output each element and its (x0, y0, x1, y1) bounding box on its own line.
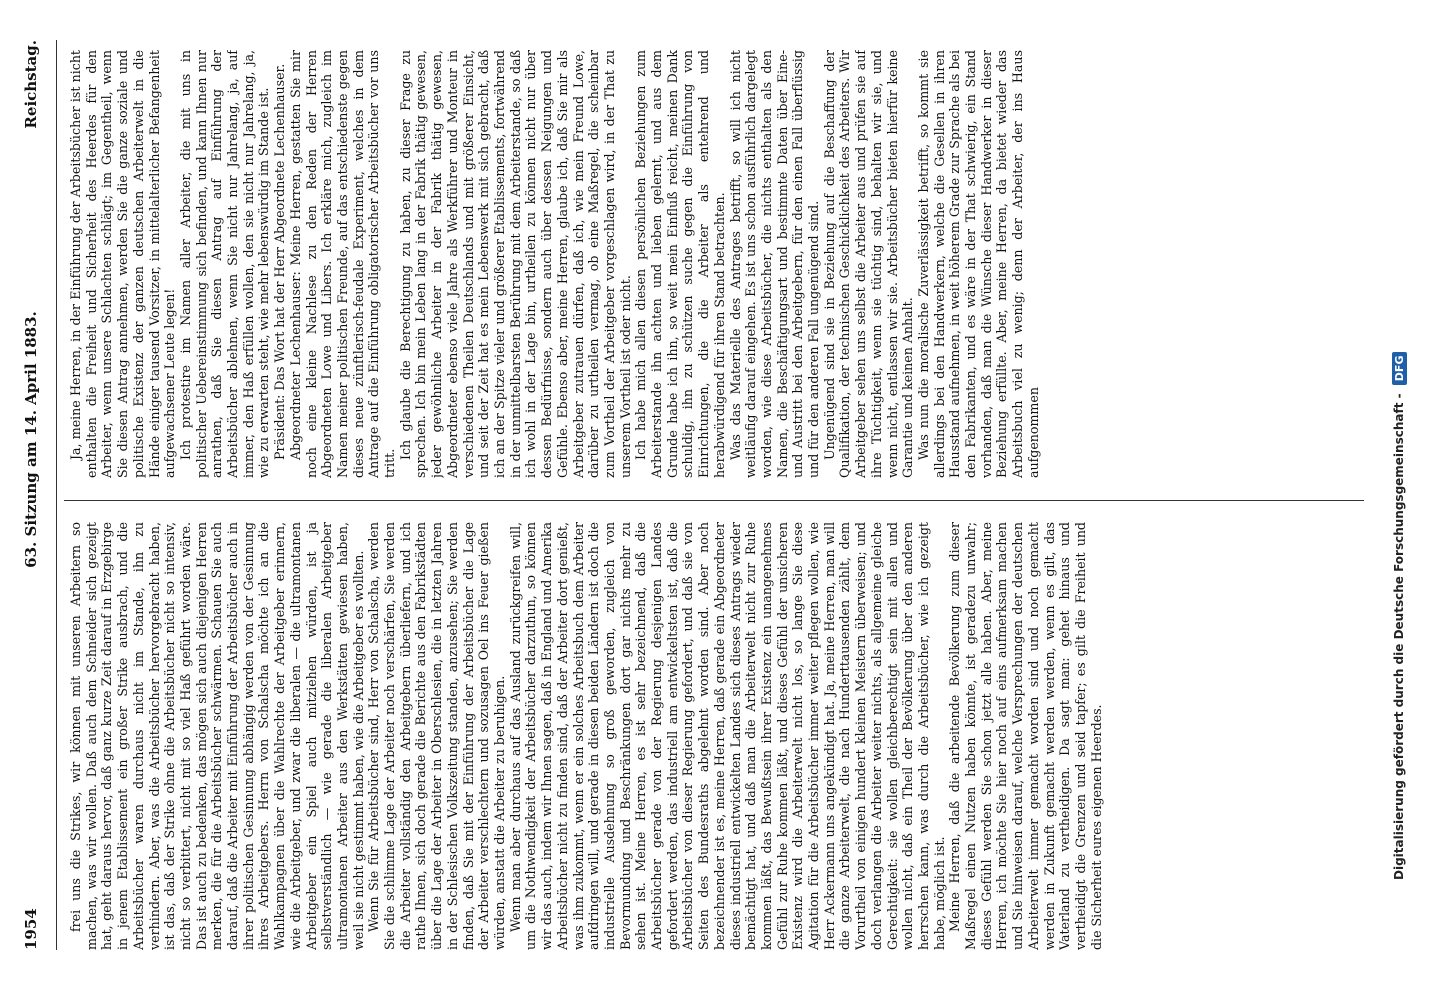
digitization-credit (1392, 40, 1407, 880)
paragraph: Ich habe mich allen diesen persönlichen Beziehungen zum Arbeiterstande ihn achten und lieben gelernt, und aus dem Grunde habe ich ihn, so weit mein Einfluß reicht, meinen Dank schuldig, ihn zu schützen suche gegen die Einführung von Einrichtungen, die die Arbeiter als entehrend und herabwürdigend für ihren Stand betrachten. (633, 50, 727, 478)
column-divider (64, 500, 1364, 501)
paragraph: Ich glaube die Berechtigung zu haben, zu dieser Frage zu sprechen. Ich bin mein Leben lang in der Fabrik thätig gewesen, jeder gewöhnliche Arbeiter in der Fabrik thätig gewesen, Abgeordneter ebenso viele Jahre als Werkführer und Monteur in verschiedenen Theilen Deutschlands und mit größerer Einsicht, und seit der Zeit hat es mein Lebenswerk mit sich gebracht, daß ich an der Spitze vieler und größerer Etablissements, fortwährend in der unmittelbarsten Berührung mit dem Arbeiterstande, so daß ich wohl in der Lage bin, urtheilen zu können nicht nur über dessen Bedürfnisse, sondern auch über dessen Neigungen und Gefühle. Ebenso aber, meine Herren, glaube ich, daß Sie mir als Arbeitgeber zutrauen dürfen, daß ich, wie mein Freund Lowe, darüber zu urtheilen vermag, ob eine Maßregel, die scheinbar zum Vortheil der Arbeitgeber vorgeschlagen wird, in der That zu unserem Vortheil ist oder nicht. (397, 50, 633, 478)
header-rule (56, 40, 57, 950)
text-column-left (68, 522, 1358, 950)
page-number: 1954 (22, 908, 40, 950)
page-header (22, 40, 52, 950)
speaker-paragraph: Abgeordneter Lechenhauser: Meine Herren, gestatten Sie mir noch eine kleine Nachlese zu den Reden der Herren Abgeordneten Lowe und Libers. Ich erkläre mich, zugleich im Namen meiner politischen Freunde, auf das entschiedenste gegen dieses neue zünftlerisch-feudale Experiment, welches in dem Antrage auf die Einführung obligatorischer Arbeitsbücher vor uns tritt. (287, 50, 398, 478)
paragraph: Ungenügend sind sie in Beziehung auf die Beschaffung der Qualifikation, der technischen Geschicklichkeit des Arbeiters. Wir Arbeitgeber sehen uns selbst die Arbeiter aus und prüfen sie auf ihre Tüchtigkeit, wenn sie tüchtig sind, behalten wir sie, und wenn nicht, entlassen wir sie. Arbeitsbücher bieten hierfür keine Garantie und keinen Anhalt. (821, 50, 916, 478)
paragraph: Ich protestire im Namen aller Arbeiter, die mit uns in politischer Uebereinstimmung sich befinden, und kann Ihnen nur anrathen, daß Sie diesen Antrag auf Einführung der Arbeitsbücher ablehnen, wenn Sie nicht nur Jahrelang, ja, auf immer, den Haß erfüllen wollen, den sie nicht nur Jahrelang, ja, wie zu erwarten steht, wie mehr lebenswürdig im Stande ist. (177, 50, 272, 478)
paragraph: Wenn Sie für Arbeitsbücher sind, Herr von Schalscha, werden Sie die schlimme Lage der Arbeiter noch verschärfen, Sie werden die Arbeiter vollständig den Arbeitgebern überliefern, und ich rathe Ihnen, sich doch gerade die Berichte aus den Fabrikstädten über die Lage der Arbeiter in Oberschlesien, die in letzten Jahren in der Schlesischen Volkszeitung standen, anzusehen; Sie werden finden, daß Sie mit der Einführung der Arbeitsbücher die Lage der Arbeiter verschlechtern und sozusagen Oel ins Feuer gießen würden, anstatt die Arbeiter zu beruhigen. (366, 522, 507, 950)
paragraph: Wenn man aber durchaus auf das Ausland zurückgreifen will, um die Nothwendigkeit der Arbeitsbücher darzuthun, so können wir das auch, indem wir Ihnen sagen, daß in England und Amerika Arbeitsbücher nicht zu finden sind, daß der Arbeiter dort genießt, was ihm zukommt, wenn er ein solches Arbeitsbuch dem Arbeiter aufdringen will, und gerade in diesen beiden Ländern ist doch die industrielle Ausdehnung so groß geworden, zugleich von Bevormundung und Beschränkungen dort gar nichts mehr zu sehen ist. Meine Herren, es ist sehr bezeichnend, daß die Arbeitsbücher gerade von der Regierung desjenigen Landes gefordert werden, das industriell am entwickeltsten ist, daß die Arbeitsbücher von dieser Regierung gefordert, und daß sie von Seiten des Bundesraths abgelehnt worden sind. Aber noch bezeichnender ist es, meine Herren, daß gerade ein Abgeordneter dieses industriell entwickelten Landes sich dieses Antrags wieder bemächtigt hat, und daß man die Arbeiterwelt nicht zur Ruhe kommen läßt, das Bewußtsein ihrer Existenz ein unangenehmes Gefühl zur Ruhe kommen läßt, und dieses Gefühl der unsicheren Existenz wird die Arbeiterwelt nicht los, so lange Sie diese Agitation für die Arbeitsbücher immer weiter pflegen wollen, wie Herr Ackermann uns angekündigt hat. Ja, meine Herren, man will die ganze Arbeiterwelt, die nach Hunderttausenden zählt, dem Vorurtheil von einigen hundert kleinen Meistern überweisen; und doch verlangen die Arbeiter weiter nichts, als allgemeine gleiche Gerechtigkeit: sie wollen gleichberechtigt sein mit allen und wollen nicht, daß ein Theil der Bevölkerung über den anderen herrschen kann, was durch die Arbeitsbücher, wie ich gezeigt habe, möglich ist. (507, 522, 947, 950)
dfg-logo: DFG (1392, 352, 1407, 386)
session-title: 63. Sitzung am 14. April 1883. (22, 311, 40, 568)
president-remark: Präsident: Das Wort hat der Herr Abgeordnete Lechenhauser. (272, 63, 288, 460)
paragraph: frei uns die Strikes, wir können mit unseren Arbeitern so machen, was wir wollen. Daß auch dem Schneider sich gezeigt hat, geht daraus hervor, daß ganz kurze Zeit darauf in Erzgebirge in jenem Etablissement ein großer Strike ausbrach, und die Arbeitsbücher waren durchaus nicht im Stande, ihn zu verhindern. Aber, was die Arbeitsbücher hervorgebracht haben, ist das, daß der Strike ohne die Arbeitsbücher nicht so intensiv, nicht so verbittert, nicht mit so viel Haß geführt worden wäre. Das ist auch zu bedenken, das mögen sich auch diejenigen Herren merken, die für die Arbeitsbücher schwärmen. Schauen Sie auch darauf, daß die Arbeiter mit Einführung der Arbeitsbücher auch in ihrer politischen Gesinnung abhängig werden von der Gesinnung ihres Arbeitgebers. Herrn von Schalscha möchte ich an die Wahlkampagnen über die Wahlrechte der Arbeitgeber erinnern, wie die Arbeitgeber, und zwar die liberalen — die ultramontanen Arbeitgeber ein Spiel auch mitziehen würden, ist ja selbstverständlich — wie gerade die liberalen Arbeitgeber ultramontanen Arbeiter aus den Werkstätten gewiesen haben, weil sie nicht gestimmt haben, wie die Arbeitgeber es wollten. (68, 522, 366, 950)
paragraph: Was nun die moralische Zuverlässigkeit betrifft, so kommt sie allerdings bei den Handwerkern, welche die Gesellen in ihren Hausstand aufnehmen, in weit höherem Grade zur Sprache als bei den Fabrikanten, und es wäre in der That schwierig, ein Stand vorhanden, daß man die Wünsche dieser Handwerker in dieser Beziehung erfüllte. Aber, meine Herren, da bietet wieder das Arbeitsbuch viel zu wenig; denn der Arbeiter, der ins Haus aufgenommen (915, 50, 1041, 478)
paragraph: Was das Materielle des Antrages betrifft, so will ich nicht weitläufig darauf eingehen. Es ist uns schon ausführlich dargelegt worden, wie diese Arbeitsbücher, die nichts enthalten als den Namen, die Beschäftigungsart und bestimmte Daten über Eine- und Austritt bei den Arbeitgebern, für den einen Fall überflüssig und für den anderen Fall ungenügend sind. (727, 50, 822, 478)
parliament-name: Reichstag. (22, 40, 40, 129)
text-column-right (68, 50, 1358, 478)
paragraph: Meine Herren, daß die arbeitende Bevölkerung zum dieser Maßregel einen Nutzen haben könnte, ist geradezu unwahr; dieses Gefühl werden Sie schon jetzt alle haben. Aber, meine Herren, ich möchte Sie hier noch auf eins aufmerksam machen und Sie hinweisen darauf, welche Versprechungen der deutschen Arbeiterwelt immer gemacht worden sind und noch gemacht werden in Zukunft gemacht werden werden, wenn es gilt, das Vaterland zu vertheidigen. Da sagt man: gehet hinaus und vertheidigt die Grenzen und seid tapfer; es gilt die Freiheit und die Sicherheit eures eigenen Heerdes. (947, 522, 1104, 950)
paragraph: Ja, meine Herren, in der Einführung der Arbeitsbücher ist nicht enthalten die Freiheit und Sicherheit des Heerdes für den Arbeiter, wenn unsere Schlachten schlägt; im Gegentheil, wenn Sie diesen Antrag annehmen, werden Sie die ganze soziale und politische Existenz der ganzen deutschen Arbeiterwelt in die Hände einiger tausend Vorsitzer, in mittelalterlicher Befangenheit aufgewachsener Leute legen! (68, 50, 178, 478)
credit-text: Digitalisierung gefördert durch die Deutsche Forschungsgemeinschaft - (1392, 393, 1406, 880)
